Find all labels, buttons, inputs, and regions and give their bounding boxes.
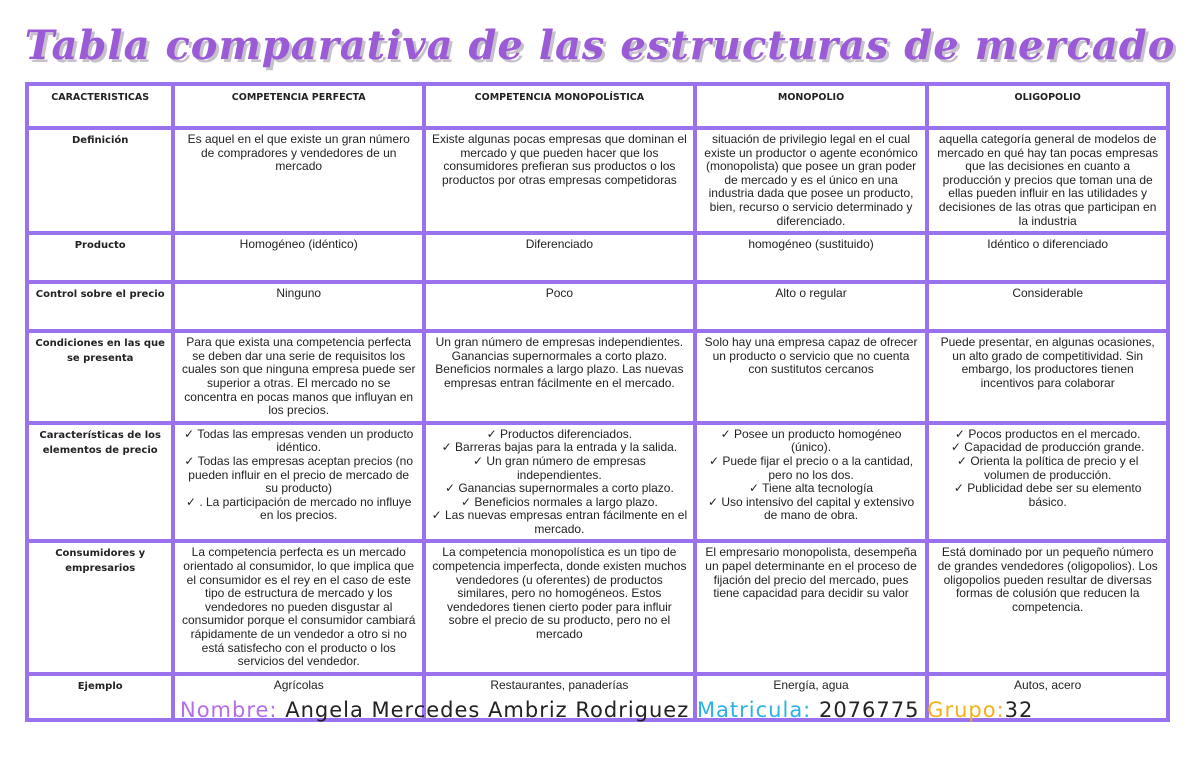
name-label: Nombre:: [180, 698, 278, 722]
list-item: ✓ Productos diferenciados.: [431, 428, 688, 442]
table-cell: Autos, acero: [929, 676, 1166, 718]
column-header: OLIGOPOLIO: [929, 86, 1166, 126]
table-row: [29, 284, 1166, 329]
list-item: ✓ Un gran número de empresas independientes.: [431, 455, 688, 482]
table-cell: Energía, agua: [697, 676, 926, 718]
table-cell: Existe algunas pocas empresas que dominan el mercado y que pueden hacer que los consumidores prefieran sus productos o los productos por otras empresas competidoras: [426, 130, 693, 231]
list-item: ✓ Las nuevas empresas entran fácilmente en el mercado.: [431, 509, 688, 536]
matricula-value: 2076775: [818, 698, 920, 722]
table-cell: situación de privilegio legal en el cual existe un productor o agente económico (monopolista) que posee un gran poder de mercado y es el único en una industria dada que posee un producto, bien, recurso o servicio determinado y diferenciado.: [697, 130, 926, 231]
table-cell: [929, 425, 1166, 540]
name-value: Angela Mercedes Ambriz Rodriguez: [285, 698, 690, 722]
row-label: Ejemplo: [29, 676, 171, 718]
author-footer: [180, 698, 1033, 722]
check-list: [431, 428, 688, 537]
table-cell: homogéneo (sustituido): [697, 235, 926, 280]
table-cell: aquella categoría general de modelos de mercado en qué hay tan pocas empresas que las decisiones en cuanto a producción y precios que toman una de ellas pueden influir en las utilidades y decisiones de las otras que participan en la industria: [929, 130, 1166, 231]
list-item: ✓ Puede fijar el precio o a la cantidad, pero no los dos.: [702, 455, 921, 482]
table-cell: [697, 425, 926, 540]
table-cell: La competencia perfecta es un mercado orientado al consumidor, lo que implica que el consumidor es el rey en el caso de este tipo de estructura de mercado y los vendedores no pueden disgustar al consumidor porque el consumidor cambiará rápidamente de un vendedor a otro si no está satisfecho con el producto o los servicios del vendedor.: [175, 543, 422, 671]
grupo-value: 32: [1004, 698, 1034, 722]
list-item: ✓ Barreras bajas para la entrada y la salida.: [431, 441, 688, 455]
row-label: Control sobre el precio: [29, 284, 171, 329]
list-item: ✓ . La participación de mercado no influye en los precios.: [180, 496, 417, 523]
table-cell: Poco: [426, 284, 693, 329]
table-cell: Homogéneo (idéntico): [175, 235, 422, 280]
table-cell: Considerable: [929, 284, 1166, 329]
column-header: CARACTERISTICAS: [29, 86, 171, 126]
row-label: Condiciones en las que se presenta: [29, 333, 171, 421]
column-header: COMPETENCIA MONOPOLÍSTICA: [426, 86, 693, 126]
table-cell: Está dominado por un pequeño número de grandes vendedores (oligopolios). Los oligopolios pueden resultar de diversas formas de colusión que reducen la competencia.: [929, 543, 1166, 671]
row-label: Producto: [29, 235, 171, 280]
list-item: ✓ Orienta la política de precio y el volumen de producción.: [934, 455, 1161, 482]
table-cell: Puede presentar, en algunas ocasiones, un alto grado de competitividad. Sin embargo, los productores tienen incentivos para colaborar: [929, 333, 1166, 421]
list-item: ✓ Publicidad debe ser su elemento básico.: [934, 482, 1161, 509]
column-header: COMPETENCIA PERFECTA: [175, 86, 422, 126]
list-item: ✓ Pocos productos en el mercado.: [934, 428, 1161, 442]
matricula-label: Matricula:: [696, 698, 812, 722]
list-item: ✓ Capacidad de producción grande.: [934, 441, 1161, 455]
table-header-row: [29, 86, 1166, 126]
table-row: [29, 130, 1166, 231]
list-item: ✓ Ganancias supernormales a corto plazo.: [431, 482, 688, 496]
table-cell: El empresario monopolista, desempeña un papel determinante en el proceso de fijación del precio del mercado, pues tiene capacidad para decidir su valor: [697, 543, 926, 671]
list-item: ✓ Todas las empresas venden un producto idéntico.: [180, 428, 417, 455]
page-title: Tabla comparativa de las estructuras de mercado: [24, 22, 1176, 69]
table-cell: [426, 425, 693, 540]
table-cell: Es aquel en el que existe un gran número de compradores y vendedores de un mercado: [175, 130, 422, 231]
list-item: ✓ Uso intensivo del capital y extensivo de mano de obra.: [702, 496, 921, 523]
check-list: [934, 428, 1161, 510]
table-cell: Para que exista una competencia perfecta se deben dar una serie de requisitos los cuales son que ninguna empresa puede ser superior a otras. El mercado no se concentra en pocas manos que influyan en los precios.: [175, 333, 422, 421]
table-cell: Un gran número de empresas independientes. Ganancias supernormales a corto plazo. Beneficios normales a largo plazo. Las nuevas empresas entran fácilmente en el mercado.: [426, 333, 693, 421]
list-item: ✓ Posee un producto homogéneo (único).: [702, 428, 921, 455]
table-row: [29, 425, 1166, 540]
table-cell: [175, 425, 422, 540]
table-cell: Ninguno: [175, 284, 422, 329]
table-cell: La competencia monopolística es un tipo de competencia imperfecta, donde existen muchos vendedores (u oferentes) de productos similares, pero no homogéneos. Estos vendedores tienen cierto poder para influir sobre el precio de su producto, pero no el mercado: [426, 543, 693, 671]
row-label: Consumidores y empresarios: [29, 543, 171, 671]
table-cell: Agrícolas: [175, 676, 422, 718]
table-cell: Idéntico o diferenciado: [929, 235, 1166, 280]
table-row: [29, 543, 1166, 671]
comparison-table: [25, 82, 1170, 722]
table-cell: Restaurantes, panaderías: [426, 676, 693, 718]
check-list: [702, 428, 921, 523]
column-header: MONOPOLIO: [697, 86, 926, 126]
table-cell: Diferenciado: [426, 235, 693, 280]
table-row: [29, 235, 1166, 280]
table-row: [29, 333, 1166, 421]
table-cell: Solo hay una empresa capaz de ofrecer un producto o servicio que no cuenta con sustitutos cercanos: [697, 333, 926, 421]
list-item: ✓ Beneficios normales a largo plazo.: [431, 496, 688, 510]
list-item: ✓ Todas las empresas aceptan precios (no pueden influir en el precio de mercado de su producto): [180, 455, 417, 496]
list-item: ✓ Tiene alta tecnología: [702, 482, 921, 496]
grupo-label: Grupo:: [927, 698, 1005, 722]
table-cell: Alto o regular: [697, 284, 926, 329]
check-list: [180, 428, 417, 523]
row-label: Características de los elementos de precio: [29, 425, 171, 540]
row-label: Definición: [29, 130, 171, 231]
